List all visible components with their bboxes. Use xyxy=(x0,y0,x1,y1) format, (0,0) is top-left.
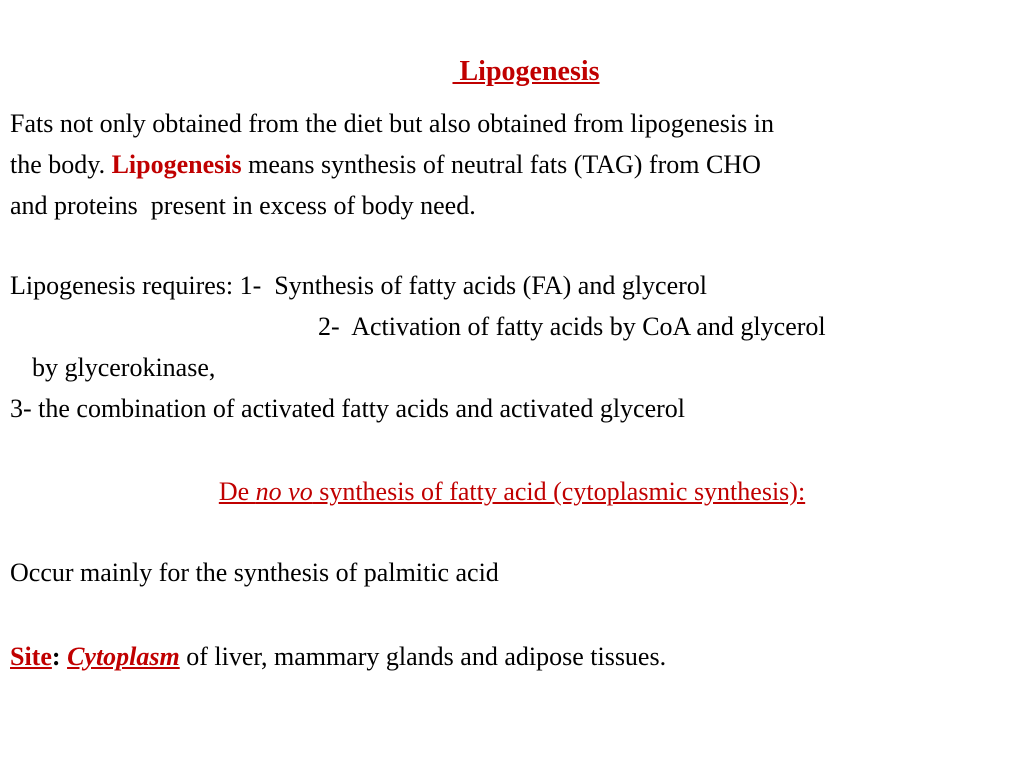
requires-line-2: 2- Activation of fatty acids by CoA and glycerol xyxy=(318,312,826,341)
site-line xyxy=(10,637,666,677)
subheading-suffix: synthesis of fatty acid (cytoplasmic synthesis): xyxy=(312,477,806,506)
intro-line-2-after: means synthesis of neutral fats (TAG) from CHO xyxy=(241,150,761,179)
subheading xyxy=(0,472,1024,512)
subheading-italic: no vo xyxy=(255,477,313,506)
lipogenesis-term: Lipogenesis xyxy=(111,150,242,179)
intro-line-1: Fats not only obtained from the diet but also obtained from lipogenesis in xyxy=(10,109,774,138)
site-label: Site xyxy=(10,642,52,671)
site-colon: : xyxy=(51,642,68,671)
requires-line-3: by glycerokinase, xyxy=(32,353,216,382)
site-location: Cytoplasm xyxy=(67,642,180,671)
intro-line-2-before: the body. xyxy=(10,150,112,179)
subheading-prefix: De xyxy=(218,477,256,506)
intro-line-2 xyxy=(10,145,761,185)
occur-line: Occur mainly for the synthesis of palmitic acid xyxy=(10,558,499,587)
intro-line-3: and proteins present in excess of body need. xyxy=(10,191,476,220)
slide-title-text: Lipogenesis xyxy=(452,56,600,87)
requires-line-1: Lipogenesis requires: 1- Synthesis of fatty acids (FA) and glycerol xyxy=(10,271,708,300)
requires-line-4: 3- the combination of activated fatty acids and activated glycerol xyxy=(10,394,686,423)
site-rest: of liver, mammary glands and adipose tissues. xyxy=(179,642,667,671)
